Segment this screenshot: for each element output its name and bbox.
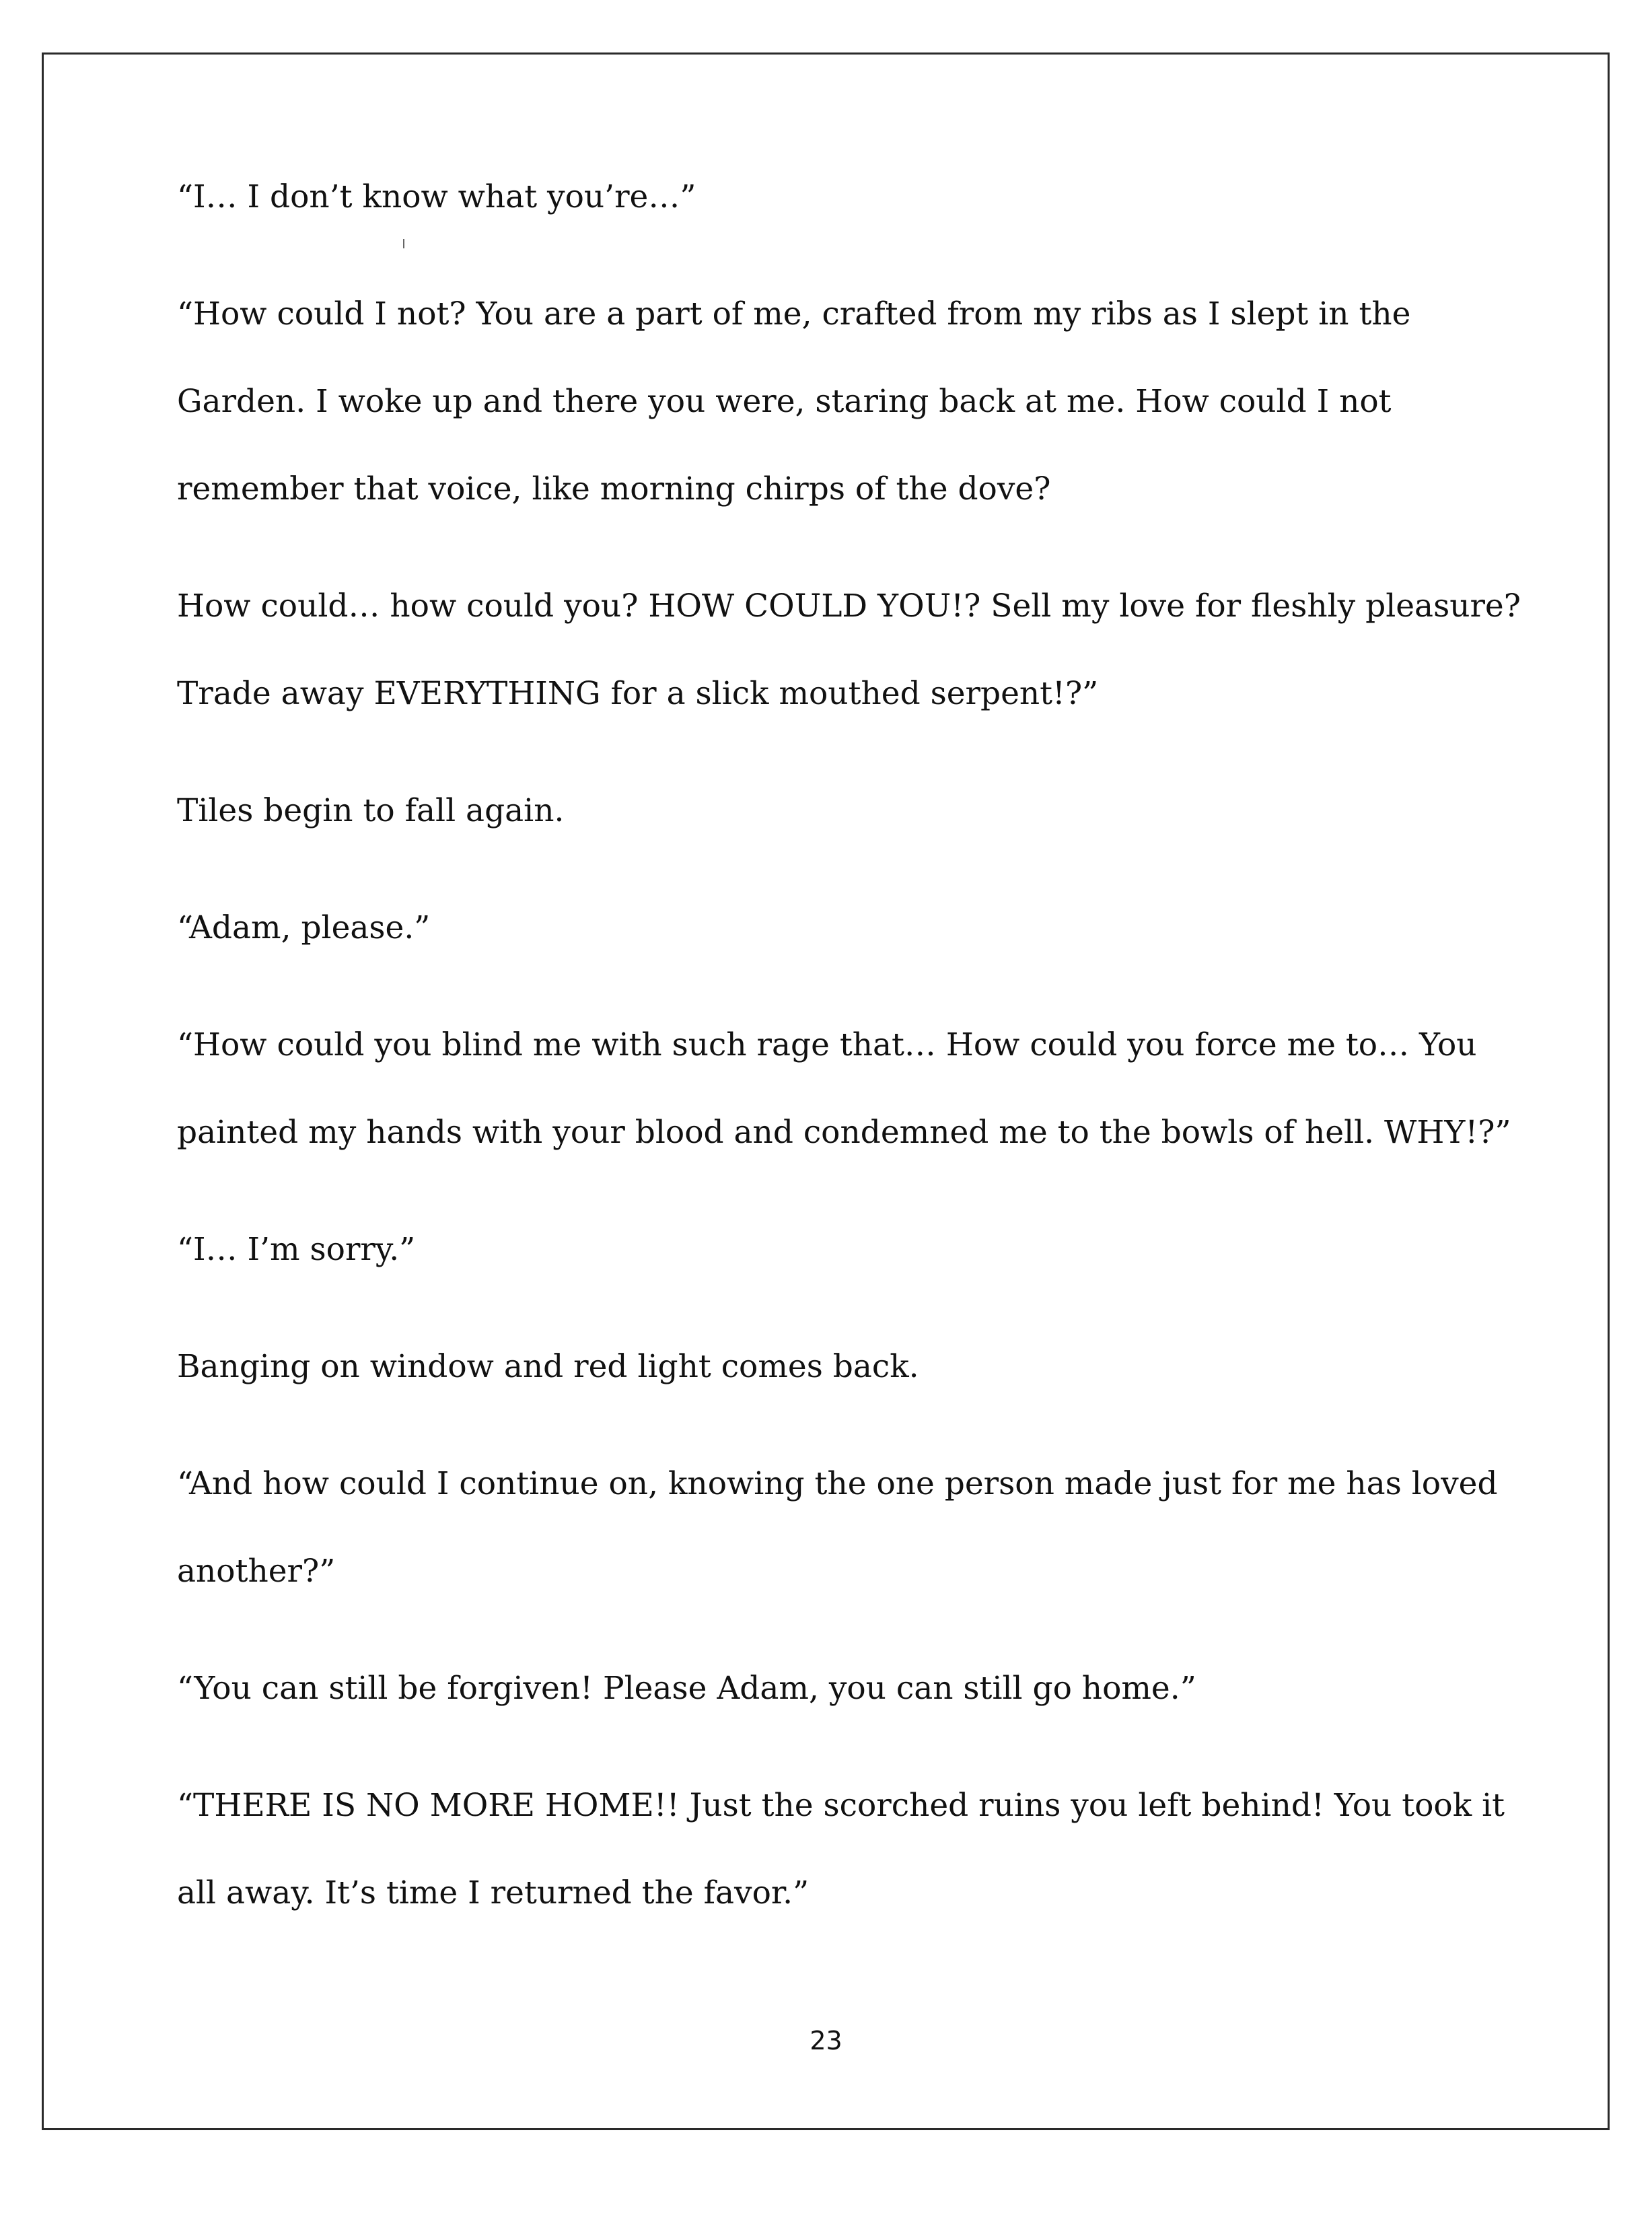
paragraph-6: “How could you blind me with such rage that… How could you force me to… You painted my hands with your blood and condemned me to the bowls of hell. WHY!?” [177, 1026, 1511, 1151]
page-number: 23 [810, 2026, 842, 2055]
paragraph-11: “THERE IS NO MORE HOME!! Just the scorched ruins you left behind! You took it all away. It’s time I returned the favor.” [177, 1787, 1515, 1911]
paragraph-7: “I… I’m sorry.” [177, 1231, 416, 1268]
paragraph-1: “I… I don’t know what you’re…” [177, 178, 696, 215]
paragraph-3: How could… how could you? HOW COULD YOU!? Sell my love for fleshly pleasure? Trade away EVERYTHING for a slick mouthed serpent!?” [177, 588, 1531, 712]
paragraph-4: Tiles begin to fall again. [177, 792, 565, 829]
paragraph-9: “And how could I continue on, knowing the one person made just for me has loved another?” [177, 1465, 1508, 1590]
paragraph-10: “You can still be forgiven! Please Adam, you can still go home.” [177, 1670, 1196, 1707]
paragraph-5: “Adam, please.” [177, 909, 431, 946]
paragraph-8: Banging on window and red light comes back. [177, 1348, 919, 1385]
paragraph-2: “How could I not? You are a part of me, crafted from my ribs as I slept in the Garden. I woke up and there you were, staring back at me. How could I not remember that voice, like morning chirps of the dove? [177, 295, 1421, 507]
body-text [177, 153, 1531, 1967]
